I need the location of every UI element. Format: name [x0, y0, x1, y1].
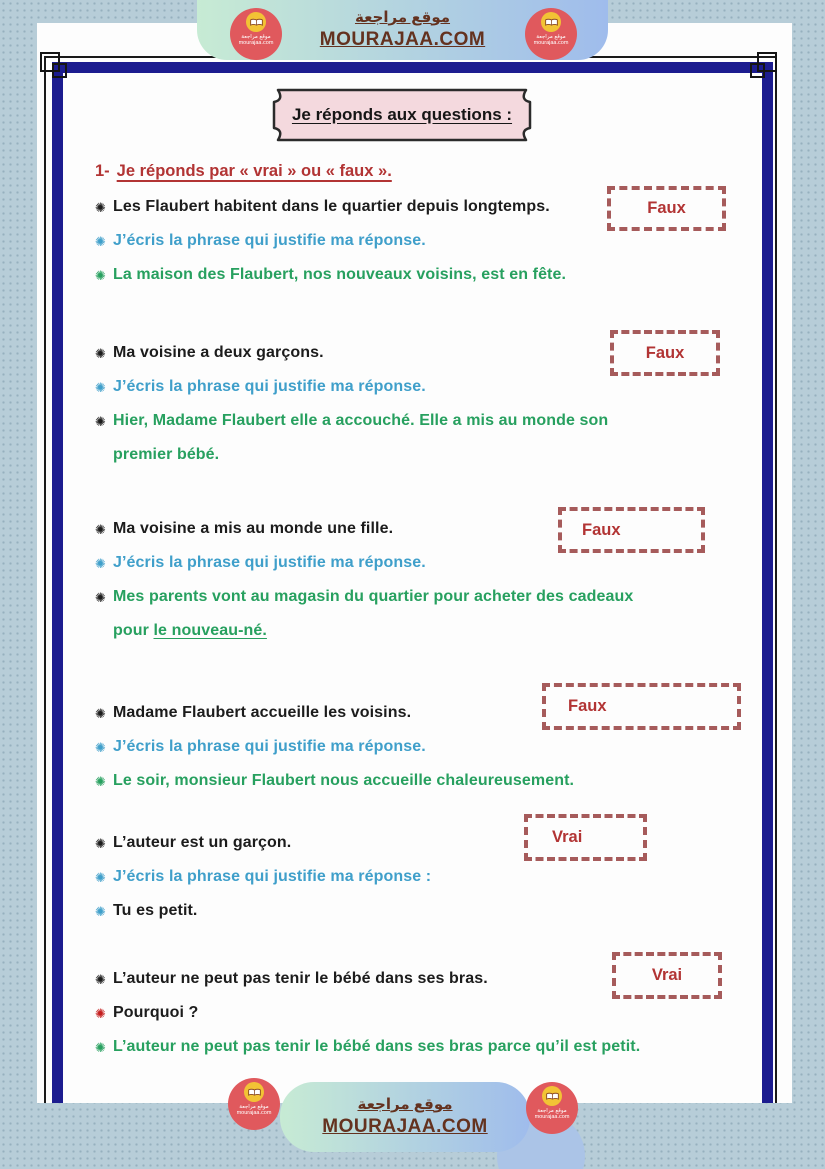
bullet-icon: ✺ — [95, 379, 106, 395]
answer-label: Vrai — [552, 828, 583, 846]
statement-text: La maison des Flaubert, nos nouveaux voisins, est en fête. — [113, 266, 567, 283]
site-name-arabic: موقع مراجعة — [357, 1095, 453, 1113]
badge-text-arabic: موقع مراجعة — [239, 1104, 269, 1110]
bullet-icon: ✺ — [95, 705, 106, 721]
site-badge — [526, 1082, 578, 1134]
statement-line — [95, 580, 755, 614]
answer-box[interactable] — [607, 186, 726, 231]
answer-box[interactable] — [612, 952, 722, 999]
statement-text: J’écris la phrase qui justifie ma réponse. — [113, 738, 426, 755]
statement-line — [95, 614, 755, 648]
statement-text: L’auteur est un garçon. — [113, 834, 292, 851]
open-book-icon — [246, 12, 266, 32]
answer-label: Faux — [645, 343, 685, 362]
statement-line — [95, 826, 755, 860]
bullet-icon: ✺ — [95, 555, 106, 571]
site-badge — [525, 8, 577, 60]
site-badge — [228, 1078, 280, 1130]
statement-text: Mes parents vont au magasin du quartier pour acheter des cadeaux — [113, 588, 634, 605]
answer-box[interactable] — [558, 507, 705, 553]
badge-text-arabic: موقع مراجعة — [241, 34, 271, 40]
bullet-icon: ✺ — [95, 971, 106, 987]
answer-box[interactable] — [524, 814, 647, 861]
badge-text-arabic: موقع مراجعة — [536, 34, 566, 40]
bullet-icon: ✺ — [95, 589, 106, 605]
open-book-icon — [541, 12, 561, 32]
answer-box[interactable] — [542, 683, 741, 730]
bullet-icon: ✺ — [95, 773, 106, 789]
statement-text: Madame Flaubert accueille les voisins. — [113, 704, 412, 721]
corner-ornament-right-inner — [750, 63, 765, 78]
statement-text: J’écris la phrase qui justifie ma réponse. — [113, 554, 426, 571]
exercise-number: 1- — [95, 162, 110, 180]
question-block — [95, 190, 755, 292]
bullet-icon: ✺ — [95, 521, 106, 537]
bullet-icon: ✺ — [95, 869, 106, 885]
statement-text: J’écris la phrase qui justifie ma réponse. — [113, 378, 426, 395]
open-book-icon — [244, 1082, 264, 1102]
bullet-icon: ✺ — [95, 233, 106, 249]
statement-text: premier bébé. — [113, 446, 220, 463]
site-name-arabic: موقع مراجعة — [354, 8, 451, 26]
statement-line — [95, 258, 755, 292]
statement-line — [95, 996, 755, 1030]
question-lines — [95, 826, 755, 928]
answer-label: Vrai — [651, 966, 683, 984]
answer-label: Faux — [647, 199, 686, 217]
statement-line — [95, 894, 755, 928]
question-block — [95, 696, 755, 798]
statement-text: Ma voisine a deux garçons. — [113, 344, 324, 361]
statement-text: Pourquoi ? — [113, 1004, 199, 1021]
statement-text: L’auteur ne peut pas tenir le bébé dans ses bras. — [113, 970, 488, 987]
statement-line — [95, 730, 755, 764]
open-book-icon — [542, 1086, 562, 1106]
exercise-instruction: Je réponds par « vrai » ou « faux ». — [116, 162, 392, 180]
badge-text-latin: mourajaa.com — [533, 40, 569, 47]
statement-line — [95, 1030, 755, 1064]
exercise-heading — [95, 162, 392, 181]
statement-line — [95, 438, 755, 472]
answer-box[interactable] — [610, 330, 720, 376]
badge-text-arabic: موقع مراجعة — [537, 1108, 567, 1114]
bullet-icon: ✺ — [95, 903, 106, 919]
bullet-icon: ✺ — [95, 413, 106, 429]
badge-text-latin: mourajaa.com — [236, 1110, 272, 1117]
statement-line — [95, 764, 755, 798]
statement-text: Tu es petit. — [113, 902, 198, 919]
bullet-icon: ✺ — [95, 345, 106, 361]
statement-text: pour — [113, 622, 154, 639]
site-name-latin: MOURAJAA.COM — [322, 1115, 488, 1137]
answer-label: Faux — [582, 520, 621, 539]
question-block — [95, 962, 755, 1064]
footer-banner — [280, 1082, 530, 1152]
statement-line — [95, 860, 755, 894]
bullet-icon: ✺ — [95, 739, 106, 755]
page-title: Je réponds aux questions : — [291, 105, 513, 124]
statement-text: L’auteur ne peut pas tenir le bébé dans ses bras parce qu’il est petit. — [113, 1038, 641, 1055]
corner-ornament-left-inner — [52, 63, 67, 78]
statement-text: Les Flaubert habitent dans le quartier depuis longtemps. — [113, 198, 550, 215]
bullet-icon: ✺ — [95, 199, 106, 215]
statement-text: Hier, Madame Flaubert elle a accouché. Elle a mis au monde son — [113, 412, 609, 429]
badge-text-latin: mourajaa.com — [238, 40, 274, 47]
statement-text-underlined: le nouveau-né. — [153, 622, 267, 639]
site-name-latin: MOURAJAA.COM — [319, 28, 486, 50]
bullet-icon: ✺ — [95, 1005, 106, 1021]
question-block — [95, 826, 755, 928]
statement-text: J’écris la phrase qui justifie ma réponse : — [113, 868, 432, 885]
title-plaque — [258, 86, 546, 144]
badge-text-latin: mourajaa.com — [534, 1114, 570, 1121]
site-badge — [230, 8, 282, 60]
statement-text: Le soir, monsieur Flaubert nous accueille chaleureusement. — [113, 772, 575, 789]
bullet-icon: ✺ — [95, 835, 106, 851]
bullet-icon: ✺ — [95, 1039, 106, 1055]
bullet-icon: ✺ — [95, 267, 106, 283]
statement-text: J’écris la phrase qui justifie ma réponse. — [113, 232, 426, 249]
answer-label: Faux — [568, 697, 607, 715]
question-block — [95, 512, 755, 648]
statement-line — [95, 404, 755, 438]
question-block — [95, 336, 755, 472]
statement-text: Ma voisine a mis au monde une fille. — [113, 520, 394, 537]
